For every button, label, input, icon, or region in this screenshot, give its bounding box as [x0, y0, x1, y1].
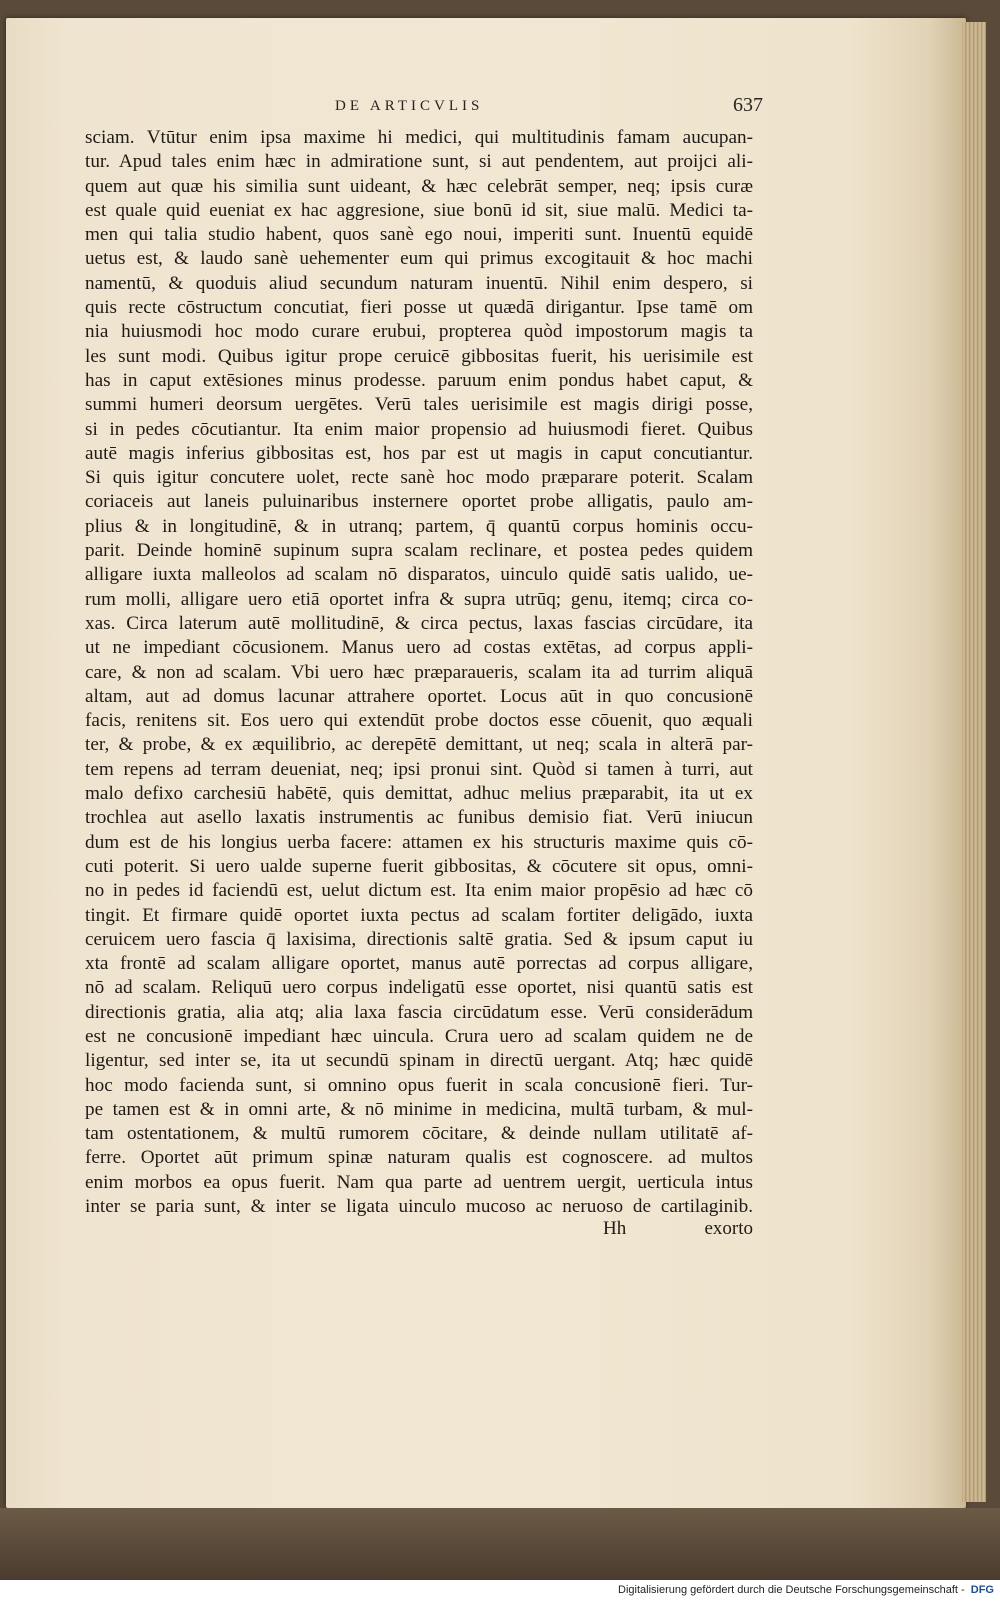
- text-line: tur. Apud tales enim hæc in admiratione sunt, si aut pendentem, aut proijci ali-: [85, 151, 753, 173]
- signature-mark: Hh: [603, 1218, 627, 1239]
- text-line: hoc modo facienda sunt, si omnino opus fuerit in scala concusionē fieri. Tur-: [85, 1074, 753, 1096]
- text-line: autē magis inferius gibbositas est, hos par est ut magis in caput concutiantur.: [85, 442, 753, 464]
- text-line: enim morbos ea opus fuerit. Nam qua parte ad uentrem uergit, uerticula intus: [85, 1171, 753, 1193]
- dfg-logo: DFG: [970, 1584, 994, 1596]
- text-line: care, & non ad scalam. Vbi uero hæc præparaueris, scalam ita ad turrim aliquā: [85, 661, 753, 683]
- body-text: [85, 126, 753, 1219]
- catchword: exorto: [704, 1218, 753, 1239]
- text-line: ligentur, sed inter se, ita ut secundū spinam in directū uergant. Atq; hæc quidē: [85, 1050, 753, 1072]
- text-line: uetus est, & laudo sanè uehementer eum qui primus excogitauit & hoc machi: [85, 248, 753, 270]
- text-line: directionis gratia, alia atq; alia laxa fascia circūdatum esse. Verū considerādum: [85, 1001, 753, 1023]
- text-line: est ne concusionē impediant hæc uincula. Crura uero ad scalam quidem ne de: [85, 1025, 753, 1047]
- text-line: summi humeri deorsum uergētes. Verū tales uerisimile est magis dirigi posse,: [85, 394, 753, 416]
- text-line: quem aut quæ his similia sunt uideant, & hæc celebrāt semper, neq; ipsis curæ: [85, 175, 753, 197]
- text-line: malo defixo carchesiū habētē, quis demittat, adhuc melius præparabit, ita ut ex: [85, 783, 753, 805]
- text-line: nō ad scalam. Reliquū uero corpus indeligatū esse oportet, nisi quantū satis est: [85, 977, 753, 999]
- page-footer: [85, 1218, 753, 1242]
- text-line: trochlea aut asello laxatis instrumentis ac funibus demisio fiat. Verū iniucun: [85, 807, 753, 829]
- page-edges: [962, 22, 986, 1502]
- running-title: DE ARTICVLIS: [335, 98, 484, 114]
- text-line: alligare iuxta malleolos ad scalam nō disparatos, uinculo quidē satis ualido, ue-: [85, 564, 753, 586]
- text-line: sciam. Vtūtur enim ipsa maxime hi medici, qui multitudinis famam aucupan-: [85, 127, 753, 148]
- text-line: ceruicem uero fascia q̄ laxisima, directionis saltē gratia. Sed & ipsum caput iu: [85, 928, 753, 950]
- text-line: has in caput extēsiones minus prodesse. paruum enim pondus habet caput, &: [85, 369, 753, 391]
- text-line: les sunt modi. Quibus igitur prope ceruicē gibbositas fuerit, his uerisimile est: [85, 345, 753, 367]
- text-line: tingit. Et firmare quidē oportet iuxta pectus ad scalam fortiter deligādo, iuxta: [85, 904, 753, 926]
- credit-text: Digitalisierung gefördert durch die Deutsche Forschungsgemeinschaft -: [618, 1584, 965, 1596]
- text-line: quis recte cōstructum concutiat, fieri posse ut quædā dirigantur. Ipse tamē om: [85, 297, 753, 319]
- text-line: tam ostentationem, & multū rumorem cōcitare, & deinde nullam utilitatē af-: [85, 1123, 753, 1145]
- page-number: 637: [733, 94, 763, 116]
- text-line: namentū, & quoduis aliud secundum naturam inuentū. Nihil enim despero, si: [85, 272, 753, 294]
- text-line: inter se paria sunt, & inter se ligata uinculo mucoso ac neruoso de cartilaginib.: [85, 1196, 753, 1218]
- text-line: ter, & probe, & ex æquilibrio, ac derepētē demittant, ut neq; scala in alterā par-: [85, 734, 753, 756]
- text-line: est quale quid eueniat ex hac aggresione, siue bonū id sit, siue malū. Medici ta-: [85, 199, 753, 221]
- text-line: facis, renitens sit. Eos uero qui extendūt probe doctos esse cōuenit, quo æquali: [85, 710, 753, 732]
- book-cover-edge: [0, 1508, 1000, 1580]
- text-line: no in pedes id faciendū est, uelut dictum est. Ita enim maior propēsio ad hæc cō: [85, 880, 753, 902]
- text-line: ut ne impediant cōcusionem. Manus uero ad costas extētas, ad corpus appli-: [85, 637, 753, 659]
- digitization-credit: [618, 1584, 994, 1596]
- text-line: nia huiusmodi hoc modo curare erubui, propterea quòd impostorum magis ta: [85, 321, 753, 343]
- page-header: [85, 94, 765, 122]
- text-line: tem repens ad terram deueniat, neq; ipsi pronui sint. Quòd si tamen à turri, aut: [85, 758, 753, 780]
- text-line: rum molli, alligare uero etiā oportet infra & supra utrūq; genu, itemq; circa co-: [85, 588, 753, 610]
- text-line: pe tamen est & in omni arte, & nō minime in medicina, multā turbam, & mul-: [85, 1098, 753, 1120]
- text-line: dum est de his longius uerba facere: attamen ex his structuris maxime quis cō-: [85, 831, 753, 853]
- text-line: xas. Circa laterum autē mollitudinē, & circa pectus, laxas fascias circūdare, ita: [85, 612, 753, 634]
- text-line: ferre. Oportet aūt primum spinæ naturam qualis est cognoscere. ad multos: [85, 1147, 753, 1169]
- text-line: Si quis igitur concutere uolet, recte sanè hoc modo præparare poterit. Scalam: [85, 467, 753, 489]
- text-line: xta frontē ad scalam alligare oportet, manus autē porrectas ad corpus alligare,: [85, 953, 753, 975]
- text-line: men qui talia studio habent, quos sanè ego noui, imperiti sunt. Inuentū equidē: [85, 224, 753, 246]
- text-line: si in pedes cōcutiantur. Ita enim maior propensio ad huiusmodi fieret. Quibus: [85, 418, 753, 440]
- text-line: cuti poterit. Si uero ualde superne fuerit gibbositas, & cōcutere sit opus, omni-: [85, 855, 753, 877]
- text-line: coriaceis aut laneis puluinaribus insternere oportet probe alligatis, paulo am-: [85, 491, 753, 513]
- text-line: parit. Deinde hominē supinum supra scalam reclinare, et postea pedes quidem: [85, 540, 753, 562]
- text-line: altam, aut ad domus lacunar attrahere oportet. Locus aūt in quo concusionē: [85, 685, 753, 707]
- text-line: plius & in longitudinē, & in utranq; partem, q̄ quantū corpus hominis occu-: [85, 515, 753, 537]
